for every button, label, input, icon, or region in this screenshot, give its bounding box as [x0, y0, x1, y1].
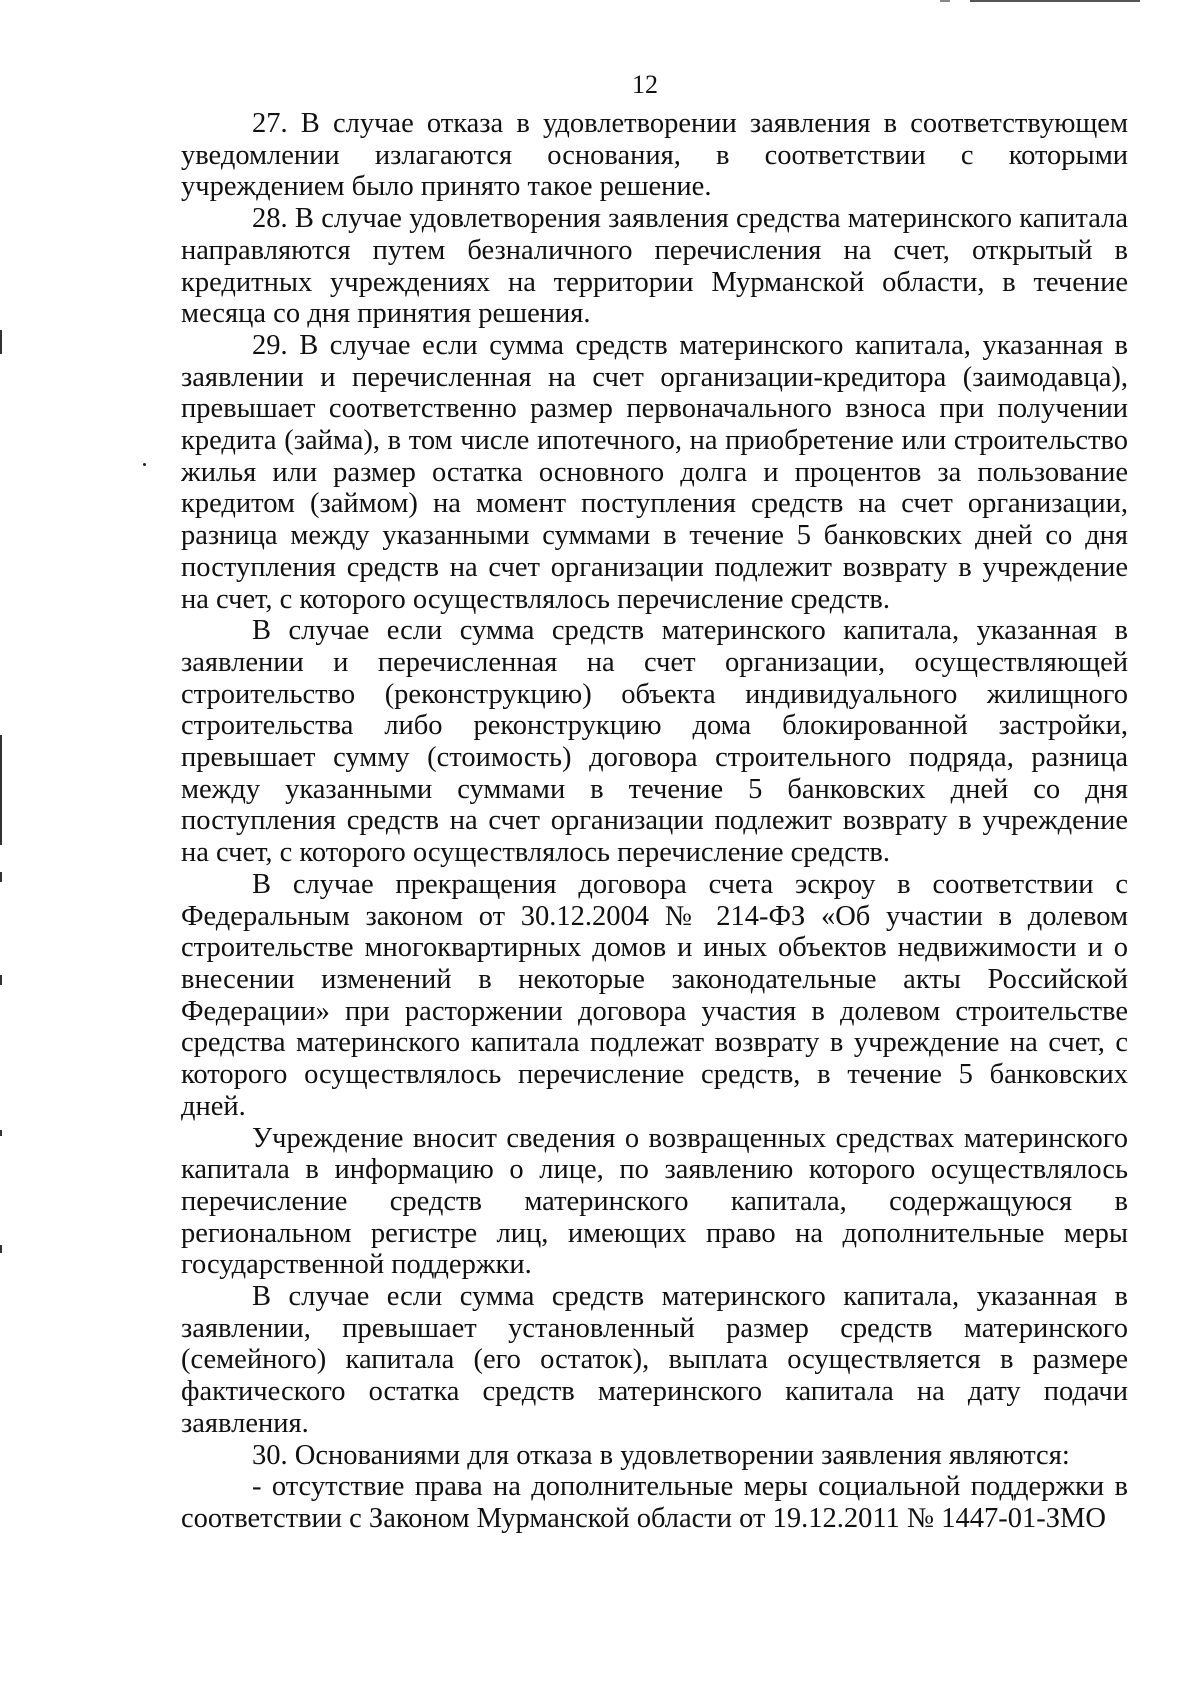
- paragraph-register-update: Учреждение вносит сведения о возвращенных средствах материнского капитала в информацию о лице, по заявлению которого осуществлялось перечисление средств материнского капитала, содержащуюся в региональном регистре лиц, имеющих право на дополнительные меры государственной поддержки.: [181, 1122, 1128, 1281]
- paragraph-construction-refund: В случае если сумма средств материнского капитала, указанная в заявлении и перечисленная на счет организации, осуществляющей строительство (реконструкцию) объекта индивидуального жилищного строительства либо реконструкцию дома блокированной застройки, превышает сумму (стоимость) договора строительного подряда, разница между указанными суммами в течение 5 банковских дней со дня поступления средств на счет организации подлежит возврату в учреждение на счет, с которого осуществлялось перечисление средств.: [181, 615, 1128, 869]
- scan-top-rule: [970, 0, 1140, 2]
- scan-edge-mark: [0, 330, 2, 354]
- scan-edge-mark: [0, 735, 2, 845]
- scan-speck: [143, 463, 146, 466]
- paragraph-amount-exceeds: В случае если сумма средств материнского капитала, указанная в заявлении, превышает установленный размер средств материнского (семейного) капитала (его остаток), выплата осуществляется в размере фактического остатка средств материнского капитала на дату подачи заявления.: [181, 1281, 1128, 1439]
- scan-edge-mark: [0, 975, 2, 985]
- paragraph-29: 29. В случае если сумма средств материнского капитала, указанная в заявлении и перечисленная на счет организации-кредитора (заимодавца), превышает соответственно размер первоначального взноса при получении кредита (займа), в том числе ипотечного, на приобретение или строительство жилья или размер остатка основного долга и процентов за пользование кредитом (займом) на момент поступления средств на счет организации, разница между указанными суммами в течение 5 банковских дней со дня поступления средств на счет организации подлежит возврату в учреждение на счет, с которого осуществлялось перечисление средств.: [181, 329, 1128, 615]
- paragraph-27: 27. В случае отказа в удовлетворении заявления в соответствующем уведомлении излагаются основания, в соответствии с которыми учреждением было принято такое решение.: [181, 108, 1128, 203]
- paragraph-28: 28. В случае удовлетворения заявления средства материнского капитала направляются путем безналичного перечисления на счет, открытый в кредитных учреждениях на территории Мурманской области, в течение месяца со дня принятия решения.: [181, 203, 1128, 330]
- paragraph-30-item-1: - отсутствие права на дополнительные меры социальной поддержки в соответствии с Законом Мурманской области от 19.12.2011 № 1447-01-ЗМО: [181, 1471, 1128, 1534]
- paragraph-30: 30. Основаниями для отказа в удовлетворении заявления являются:: [252, 1439, 1070, 1471]
- scan-edge-mark: [0, 872, 2, 882]
- scan-edge-mark: [0, 1130, 2, 1136]
- scan-edge-mark: [0, 1245, 2, 1253]
- scan-top-rule-fragment: [940, 0, 950, 2]
- paragraph-escrow-termination: В случае прекращения договора счета эскроу в соответствии с Федеральным законом от 30.12.2004 № 214-ФЗ «Об участии в долевом строительстве многоквартирных домов и иных объектов недвижимости и о внесении изменений в некоторые законодательные акты Российской Федерации» при расторжении договора участия в долевом строительстве средства материнского капитала подлежат возврату в учреждение на счет, с которого осуществлялось перечисление средств, в течение 5 банковских дней.: [181, 868, 1128, 1122]
- document-body: [181, 108, 1128, 1535]
- page-number: 12: [632, 70, 658, 99]
